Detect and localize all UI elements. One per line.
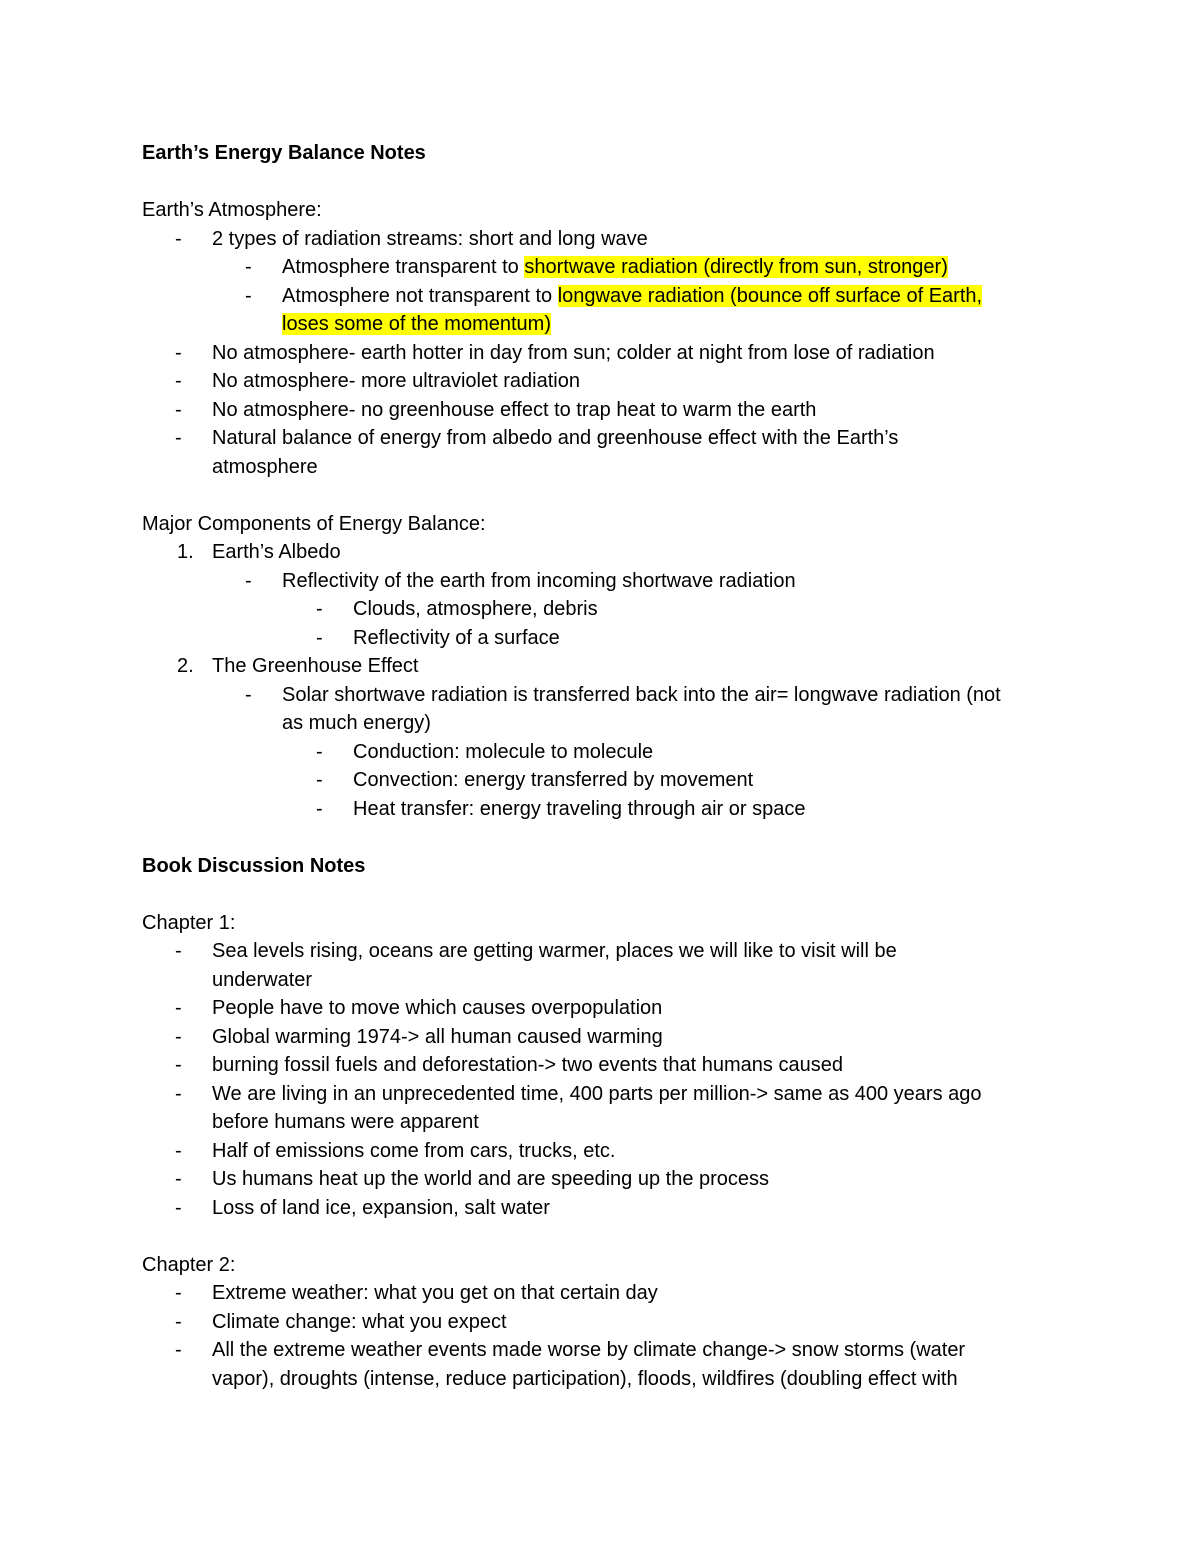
bullet-item: - 2 types of radiation streams: short and long wave xyxy=(142,225,1072,254)
bullet-item: - We are living in an unprecedented time, 400 parts per million-> same as 400 years ago xyxy=(142,1080,1072,1109)
bullet-marker: - xyxy=(175,341,182,364)
subsection-heading: Chapter 2: xyxy=(142,1253,236,1276)
highlighted-text: longwave radiation (bounce off surface of Earth, xyxy=(557,284,983,307)
bullet-item: - No atmosphere- more ultraviolet radiation xyxy=(142,367,1072,396)
bullet-item: - burning fossil fuels and deforestation-> two events that humans caused xyxy=(142,1051,1072,1080)
sub-bullet-item: - Atmosphere not transparent to longwave radiation (bounce off surface of Earth, xyxy=(142,282,1072,311)
section-title: Earth’s Energy Balance Notes xyxy=(142,142,426,164)
bullet-marker: - xyxy=(245,683,252,706)
sub-bullet-continuation: as much energy) xyxy=(282,712,431,734)
bullet-marker: - xyxy=(175,427,182,449)
bullet-marker: - xyxy=(316,797,323,820)
bullet-item: - Extreme weather: what you get on that certain day xyxy=(142,1279,1072,1308)
bullet-continuation: atmosphere xyxy=(212,455,318,478)
bullet-item: - Us humans heat up the world and are speeding up the process xyxy=(142,1165,1072,1194)
bullet-item: - No atmosphere- no greenhouse effect to trap heat to warm the earth xyxy=(142,396,1072,425)
bullet-item: - Half of emissions come from cars, trucks, etc. xyxy=(142,1137,1072,1166)
subsection-heading: Earth’s Atmosphere: xyxy=(142,199,322,221)
bullet-marker: - xyxy=(245,284,252,307)
bullet-item: - No atmosphere- earth hotter in day from sun; colder at night from lose of radiation xyxy=(142,339,1072,368)
bullet-marker: - xyxy=(175,1196,182,1219)
bullet-item: - People have to move which causes overpopulation xyxy=(142,994,1072,1023)
sub-sub-bullet-item: - Heat transfer: energy traveling through air or space xyxy=(142,795,1072,824)
bullet-item: - All the extreme weather events made worse by climate change-> snow storms (water xyxy=(142,1336,1072,1365)
bullet-item: - Global warming 1974-> all human caused warming xyxy=(142,1023,1072,1052)
bullet-item: - Loss of land ice, expansion, salt water xyxy=(142,1194,1072,1223)
sub-bullet-item: - Atmosphere transparent to shortwave radiation (directly from sun, stronger) xyxy=(142,253,1072,282)
sub-bullet-item: - Reflectivity of the earth from incoming shortwave radiation xyxy=(142,567,1072,596)
subsection-heading: Major Components of Energy Balance: xyxy=(142,512,486,535)
bullet-marker: - xyxy=(316,598,323,620)
bullet-continuation: vapor), droughts (intense, reduce participation), floods, wildfires (doubling effect with xyxy=(212,1367,958,1390)
subsection-heading: Chapter 1: xyxy=(142,911,236,934)
sub-sub-bullet-item: - Convection: energy transferred by movement xyxy=(142,766,1072,795)
bullet-item: - Climate change: what you expect xyxy=(142,1308,1072,1337)
section-title: Book Discussion Notes xyxy=(142,854,366,877)
bullet-item: - Sea levels rising, oceans are getting warmer, places we will like to visit will be xyxy=(142,937,1072,966)
bullet-continuation: underwater xyxy=(212,968,313,991)
bullet-marker: - xyxy=(175,1025,182,1048)
sub-sub-bullet-item: - Reflectivity of a surface xyxy=(142,624,1072,653)
bullet-item: - Natural balance of energy from albedo and greenhouse effect with the Earth’s xyxy=(142,424,1072,453)
sub-sub-bullet-item: - Conduction: molecule to molecule xyxy=(142,738,1072,767)
bullet-marker: - xyxy=(175,1168,182,1190)
numbered-item: 2. The Greenhouse Effect xyxy=(142,652,1072,681)
bullet-marker: - xyxy=(316,740,323,763)
bullet-marker: - xyxy=(175,1282,182,1304)
document-page xyxy=(142,139,1072,1393)
sub-sub-bullet-item: - Clouds, atmosphere, debris xyxy=(142,595,1072,624)
bullet-marker: - xyxy=(175,370,182,392)
list-number: 1. xyxy=(177,541,194,563)
bullet-marker: - xyxy=(175,1139,182,1162)
sub-bullet-continuation xyxy=(142,310,1072,339)
bullet-marker: - xyxy=(175,398,182,421)
bullet-marker: - xyxy=(175,1054,182,1076)
bullet-marker: - xyxy=(175,1339,182,1361)
bullet-marker: - xyxy=(175,1310,182,1333)
highlighted-text: loses some of the momentum) xyxy=(282,313,551,335)
list-number: 2. xyxy=(177,655,194,677)
bullet-marker: - xyxy=(245,569,252,592)
sub-bullet-item: - Solar shortwave radiation is transferred back into the air= longwave radiation (not xyxy=(142,681,1072,710)
bullet-marker: - xyxy=(175,940,182,962)
bullet-marker: - xyxy=(316,769,323,791)
bullet-marker: - xyxy=(316,626,323,649)
bullet-marker: - xyxy=(245,256,252,278)
bullet-marker: - xyxy=(175,997,182,1019)
numbered-item: 1. Earth’s Albedo xyxy=(142,538,1072,567)
highlighted-text: shortwave radiation (directly from sun, stronger) xyxy=(524,256,948,278)
bullet-marker: - xyxy=(175,227,182,250)
bullet-continuation: before humans were apparent xyxy=(212,1111,479,1133)
bullet-marker: - xyxy=(175,1082,182,1105)
